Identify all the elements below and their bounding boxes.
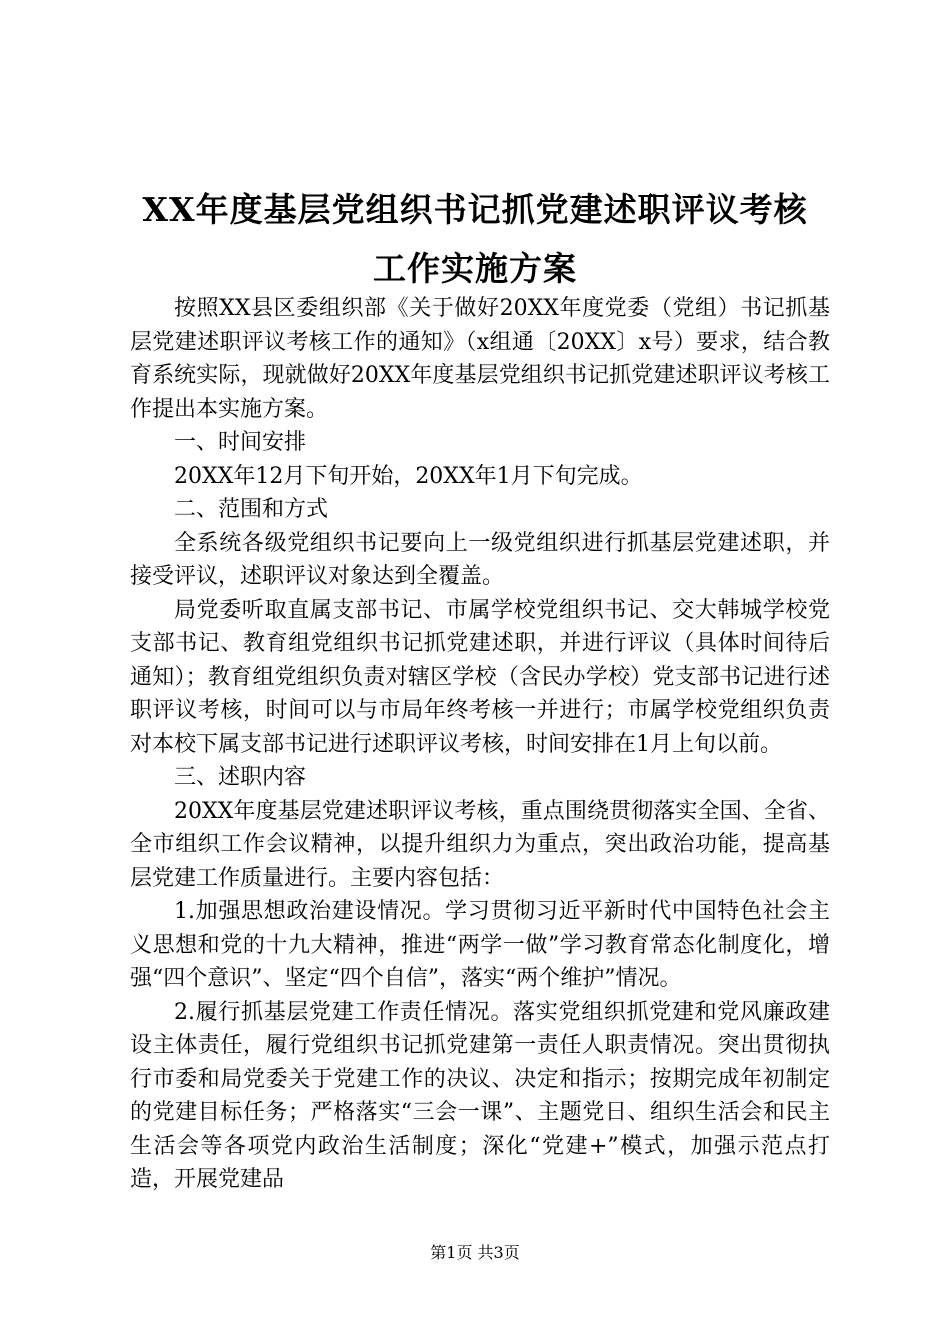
document-title-line-1: XX年度基层党组织书记抓党建述职评议考核	[142, 190, 808, 229]
scope-paragraph-1: 全系统各级党组织书记要向上一级党组织进行抓基层党建述职，并接受评议，述职评议对象达到全覆盖。	[130, 530, 830, 589]
document-body	[130, 292, 830, 1197]
section-heading-scope: 二、范围和方式	[174, 497, 329, 522]
page-number-footer: 第1页 共3页	[430, 1243, 520, 1262]
section-heading-time: 一、时间安排	[174, 430, 307, 455]
content-paragraph: 20XX年度基层党建述职评议考核，重点围绕贯彻落实全国、全省、全市组织工作会议精神，以提升组织力为重点，突出政治功能，提高基层党建工作质量进行。主要内容包括：	[130, 798, 830, 891]
content-item-2: 2.履行抓基层党建工作责任情况。落实党组织抓党建和党风廉政建设主体责任，履行党组织书记抓党建第一责任人职责情况。突出贯彻执行市委和局党委关于党建工作的决议、决定和指示；按期完成年初制定的党建目标任务；严格落实“三会一课”、主题党日、组织生活会和民主生活会等各项党内政治生活制度；深化“党建+”模式，加强示范点打造，开展党建品	[130, 999, 830, 1192]
intro-paragraph: 按照XX县区委组织部《关于做好20XX年度党委（党组）书记抓基层党建述职评议考核工作的通知》（x组通〔20XX〕x号）要求，结合教育系统实际，现就做好20XX年度基层党组织书记抓党建述职评议考核工作提出本实施方案。	[130, 296, 830, 422]
time-paragraph: 20XX年12月下旬开始，20XX年1月下旬完成。	[174, 463, 643, 489]
content-item-1: 1.加强思想政治建设情况。学习贯彻习近平新时代中国特色社会主义思想和党的十九大精神，推进“两学一做”学习教育常态化制度化，增强“四个意识”、坚定“四个自信”，落实“两个维护”情况。	[130, 899, 830, 991]
scope-paragraph-2: 局党委听取直属支部书记、市属学校党组织书记、交大韩城学校党支部书记、教育组党组织书记抓党建述职，并进行评议（具体时间待后通知）；教育组党组织负责对辖区学校（含民办学校）党支部书记进行述职评议考核，时间可以与市局年终考核一并进行；市属学校党组织负责对本校下属支部书记进行述职评议考核，时间安排在1月上旬以前。	[130, 597, 830, 757]
document-title-line-2: 工作实施方案	[373, 249, 577, 288]
section-heading-content: 三、述职内容	[174, 765, 307, 790]
